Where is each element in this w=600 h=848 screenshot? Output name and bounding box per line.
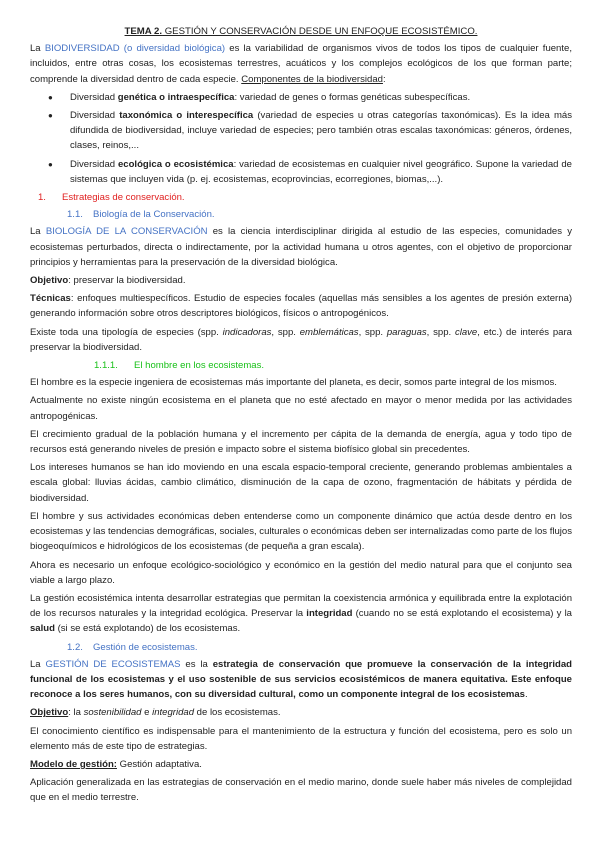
paragraph: Actualmente no existe ningún ecosistema en el planeta que no esté afectado en mayor o menor medida por las actividades antropogénicas. xyxy=(30,395,572,422)
tipologia-t2: , spp. xyxy=(271,326,300,338)
bullet-text: (variedad de especies u otras categorías taxonómicas). Es la idea más difundida de biodiversidad, incluye variedad de especies; pero también otras escalas taxonómicas: géneros, órdenes, clases, reinos,... xyxy=(70,110,572,152)
paragraph: El hombre es la especie ingeniera de ecosistemas más importante del planeta, es decir, somos parte integral de los mismos. xyxy=(30,377,557,389)
biodiversidad-term: BIODIVERSIDAD (o diversidad biológica) xyxy=(44,43,226,55)
bio-conservacion-paragraph xyxy=(30,224,572,270)
integridad-b1: integridad xyxy=(306,608,353,620)
modelo-paragraph xyxy=(30,757,572,772)
gestion-t2: . xyxy=(525,689,528,701)
bullet-term: ecológica o ecosistémica xyxy=(117,158,234,170)
bullet-text: : variedad de ecosistemas en cualquier nivel geográfico. Supone la variedad de sistemas que incluyen vida (p. ej. ecosistemas, ecoprovincias, ecorregiones, biomas,...). xyxy=(70,158,572,185)
tecnicas-text: : enfoques multiespecíficos. Estudio de especies focales (aquellas más sensibles a los agentes de presión externa) generando información sobre otros descriptores biológicos, físicos o antropogénicos. xyxy=(30,293,572,320)
section-number: 1.1. xyxy=(67,209,83,221)
section-heading-1-1-1 xyxy=(30,358,572,373)
paragraph: Los intereses humanos se han ido moviendo en una escala espacio-temporal creciente, generando problemas ambientales a escala global: lluvias ácidas, cambio climático, disminución de la capa de ozono, fragmentación de hábitats y pérdida de biodiversidad. xyxy=(30,462,572,504)
section-number: 1.1.1. xyxy=(94,360,118,372)
paragraph: Ahora es necesario un enfoque ecológico-sociológico y económico en la gestión del medio natural para que el conjunto sea viable a largo plazo. xyxy=(30,559,572,586)
integridad-b2: salud xyxy=(30,623,55,635)
tipologia-t5: , etc.) de interés para preservar la biodiversidad. xyxy=(30,326,572,353)
objetivo-2-paragraph xyxy=(30,705,572,720)
section-number: 1. xyxy=(38,192,46,204)
section-title: Biología de la Conservación. xyxy=(93,209,215,221)
section-title: El hombre en los ecosistemas. xyxy=(134,360,265,372)
objetivo-2-i2: integridad xyxy=(152,707,195,719)
objetivo-2-t2: e xyxy=(141,707,153,719)
modelo-label: Modelo de gestión: xyxy=(30,758,117,770)
bullet-term: taxonómica o interespecífica xyxy=(119,110,254,122)
title-text: GESTIÓN Y CONSERVACIÓN DESDE UN ENFOQUE ECOSISTÉMICO. xyxy=(162,26,478,37)
bullet-pre: Diversidad xyxy=(70,91,118,103)
tipologia-t1: Existe toda una tipología de especies (spp. xyxy=(30,326,223,338)
section-title: Estrategias de conservación. xyxy=(62,192,185,204)
tipologia-paragraph xyxy=(30,325,572,355)
intro-text: es la variabilidad de organismos vivos de todos los tipos de cualquier fuente, incluidos, entre otras cosas, los ecosistemas terrestres, acuáticos y los complejos ecológicos de los que forman parte; comprende la diversidad dentro de cada especie. xyxy=(30,43,572,85)
paragraph: El crecimiento gradual de la población humana y el incremento per cápita de la demanda de energía, agua y todo tipo de recursos está generando niveles de presión e impacto sobre el sistema biofísico global sin precedentes. xyxy=(30,428,572,456)
document-title xyxy=(30,24,572,39)
section-heading-1 xyxy=(30,190,572,205)
biodiversity-components-list xyxy=(30,90,572,187)
integridad-t1: La gestión ecosistémica intenta desarrollar estrategias que permitan la coexistencia armónica y equilibrada entre la explotación de los recursos naturales y la integridad ecológica. Preservar la xyxy=(30,592,572,620)
intro-colon: : xyxy=(382,73,386,85)
modelo-text: Gestión adaptativa. xyxy=(116,758,202,770)
bio-text: es la ciencia interdisciplinar dirigida al estudio de las especies, comunidades y ecosistemas perturbados, directa o indirectamente, por la actividad humana u otros agentes, con el objetivo de proporcionar principios y herramientas para la preservación de la diversidad biológica. xyxy=(30,226,572,268)
section-title: Gestión de ecosistemas. xyxy=(93,641,198,653)
components-heading: Componentes de la biodiversidad xyxy=(241,73,383,85)
bullet-text: : variedad de genes o formas genéticas subespecíficas. xyxy=(234,91,471,103)
list-item xyxy=(70,90,572,105)
objetivo-2-label: Objetivo xyxy=(30,707,69,719)
tipologia-i4: clave xyxy=(454,326,478,338)
bullet-pre: Diversidad xyxy=(70,110,120,122)
objetivo-paragraph xyxy=(30,273,572,288)
intro-la: La xyxy=(30,43,45,55)
bullet-term: genética o intraespecífica xyxy=(117,91,235,103)
objetivo-label: Objetivo xyxy=(30,275,69,287)
section-number: 1.2. xyxy=(67,641,83,653)
bullet-pre: Diversidad xyxy=(70,158,118,170)
gestion-paragraph xyxy=(30,657,572,703)
aplicacion-paragraph: Aplicación generalizada en las estrategias de conservación en el medio marino, donde suele haber más niveles de complejidad que en el medio terrestre. xyxy=(30,777,572,804)
section-heading-1-2 xyxy=(30,640,572,655)
objetivo-text: : preservar la biodiversidad. xyxy=(68,275,186,287)
tecnicas-paragraph xyxy=(30,291,572,321)
bio-la: La xyxy=(30,226,46,238)
gestion-la: La xyxy=(30,658,46,670)
list-item xyxy=(70,108,572,154)
objetivo-2-t3: de los ecosistemas. xyxy=(194,707,281,719)
integridad-t3: (si se está explotando) de los ecosistemas. xyxy=(54,623,241,635)
gestion-term: GESTIÓN DE ECOSISTEMAS xyxy=(45,658,181,670)
paragraph: El hombre y sus actividades económicas deben entenderse como un componente dinámico que actúa desde dentro en los ecosistemas y las tendencias demográficas, sociales, culturales o económicas deben ser internalizadas como parte de los flujos biogeoquímicos e hidrológicos de los ecosistemas (de pequeña a gran escala). xyxy=(30,510,572,553)
objetivo-2-i1: sostenibilidad xyxy=(83,707,142,719)
objetivo-2-t1: : la xyxy=(68,707,84,719)
tipologia-i2: emblemáticas xyxy=(299,326,359,338)
tipologia-t4: , spp. xyxy=(426,326,455,338)
list-item xyxy=(70,157,572,187)
conocimiento-paragraph: El conocimiento científico es indispensable para el mantenimiento de la estructura y función del ecosistema, pero es solo un elemento más de este tipo de estrategias. xyxy=(30,725,572,752)
document-page xyxy=(30,24,572,809)
section-heading-1-1 xyxy=(30,207,572,222)
integridad-t2: (cuando no se está explotando el ecosistema) y la xyxy=(352,608,572,620)
gestion-t1: es la xyxy=(180,658,213,670)
tipologia-t3: , spp. xyxy=(358,326,387,338)
integridad-paragraph xyxy=(30,591,572,637)
tecnicas-label: Técnicas xyxy=(30,293,71,305)
bio-conservacion-term: BIOLOGÍA DE LA CONSERVACIÓN xyxy=(45,226,208,238)
title-prefix: TEMA 2. xyxy=(124,26,163,37)
gestion-bold: estrategia de conservación que promueve la conservación de la integridad funcional de los ecosistemas y el uso sostenible de sus servicios ecosistémicos de manera equitativa. Este enfoque reconoce a los seres humanos, con su diversidad cultural, como un componente integral de los ecosistemas xyxy=(30,658,573,701)
tipologia-i1: indicadoras xyxy=(222,326,272,338)
intro-paragraph xyxy=(30,41,572,87)
tipologia-i3: paraguas xyxy=(386,326,427,338)
